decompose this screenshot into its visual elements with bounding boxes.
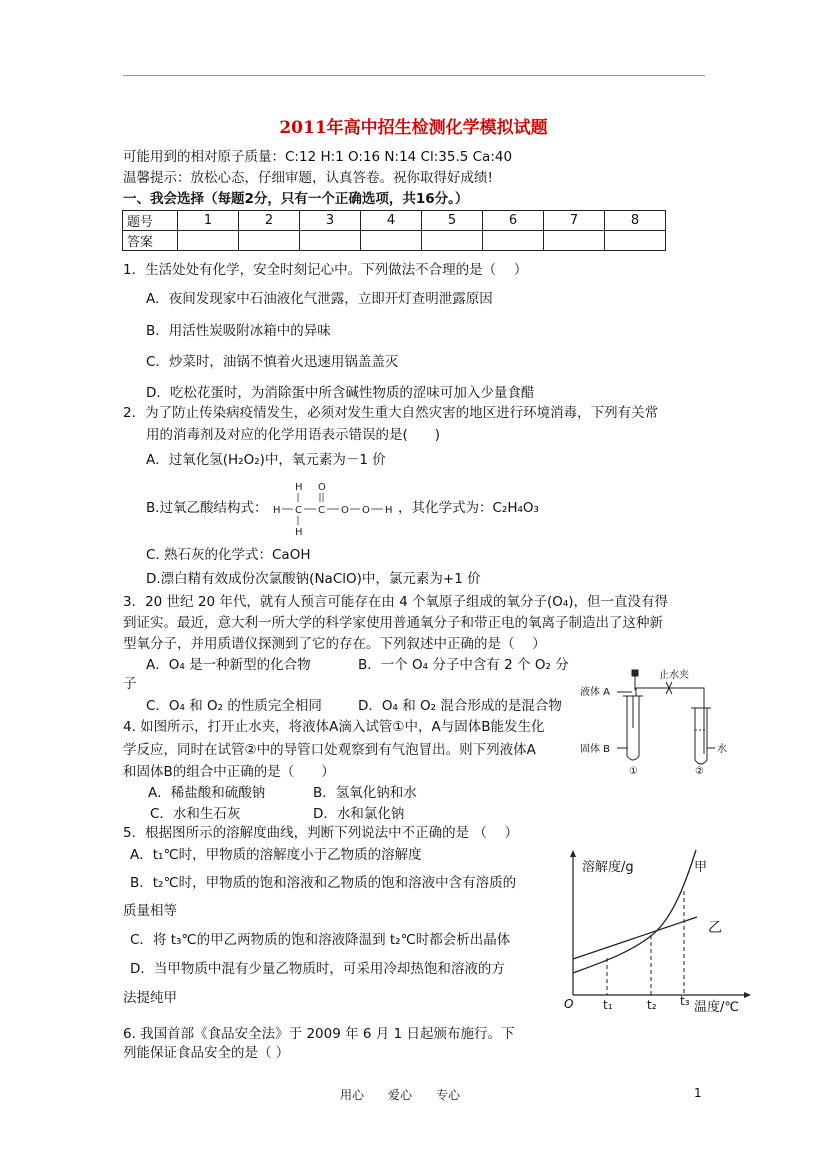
q5-option-c: C．将 t₃℃的甲乙两物质的饱和溶液降温到 t₂℃时都会析出晶体 (130, 932, 511, 948)
answer-cell[interactable] (239, 231, 300, 251)
label-tube-1: ① (629, 766, 638, 777)
tick-label: t₃ (680, 994, 690, 1008)
table-row (123, 231, 666, 251)
y-axis-label: 溶解度/g (582, 860, 634, 875)
q1-option-d: D．吃松花蛋时，为消除蛋中所含碱性物质的涩味可加入少量食醋 (146, 385, 535, 401)
q3-option-c: C．O₄ 和 O₂ 的性质完全相同 (146, 698, 322, 714)
tip-line: 温馨提示：放松心态，仔细审题，认真答卷。祝你取得好成绩! (123, 170, 493, 186)
table-cell: 4 (361, 211, 422, 231)
table-cell: 7 (544, 211, 605, 231)
table-cell: 答案 (123, 231, 178, 251)
table-cell: 8 (605, 211, 666, 231)
q3-option-b-cont: 子 (123, 676, 137, 692)
table-cell: 题号 (123, 211, 178, 231)
table-cell: 2 (239, 211, 300, 231)
answer-cell[interactable] (361, 231, 422, 251)
atomic-mass-line: 可能用到的相对原子质量：C:12 H:1 O:16 N:14 Cl:35.5 Ca:40 (123, 149, 513, 165)
tick-label: t₂ (647, 998, 657, 1012)
series-yi-curve (573, 917, 697, 959)
struct-atom: O (318, 482, 326, 493)
page-title: 2011年高中招生检测化学模拟试题 (279, 118, 548, 138)
q5-option-d-2: 法提纯甲 (123, 990, 177, 1006)
q2-option-b-prefix: B.过氧乙酸结构式： (146, 500, 268, 516)
table-cell: 5 (422, 211, 483, 231)
x-axis-label: 温度/℃ (694, 1000, 739, 1015)
series-label-yi: 乙 (708, 920, 722, 936)
q4-option-c: C．水和生石灰 (150, 806, 241, 822)
footer-text: 用心 爱心 专心 (340, 1088, 461, 1102)
q3-option-a: A．O₄ 是一种新型的化合物 (146, 657, 311, 673)
q4-option-b: B．氢氧化钠和水 (313, 785, 417, 801)
label-clamp: 止水夹 (659, 670, 689, 681)
table-cell: 3 (300, 211, 361, 231)
struct-atom: H (385, 505, 393, 516)
q6-line-2: 列能保证食品安全的是（ ） (123, 1045, 290, 1061)
struct-atom: O (341, 505, 349, 516)
q2-option-a: A．过氧化氢(H₂O₂)中，氧元素为－1 价 (146, 452, 386, 468)
q1-option-c: C．炒菜时，油锅不慎着火迅速用锅盖盖灭 (146, 354, 399, 370)
section-heading: 一、我会选择（每题2分，只有一个正确选项，共16分。） (123, 191, 469, 207)
struct-atom: C (318, 505, 325, 516)
struct-atom: H (295, 527, 303, 538)
q4-line-2: 学反应，同时在试管②中的导管口处观察到有气泡冒出。则下列液体A (123, 742, 536, 758)
q2-option-b-suffix: ，其化学式为：C₂H₄O₃ (398, 500, 539, 516)
q2-stem-2: 用的消毒剂及对应的化学用语表示错误的是( ) (146, 427, 441, 443)
q1-stem: 1．生活处处有化学，安全时刻记心中。下列做法不合理的是（ ） (123, 262, 528, 278)
struct-atom: O (362, 505, 370, 516)
q4-line-3: 和固体B的组合中正确的是（ ） (123, 764, 335, 780)
answer-cell[interactable] (483, 231, 544, 251)
q1-option-a: A．夜间发现家中石油液化气泄露，立即开灯查明泄露原因 (146, 291, 493, 307)
q2-stem-1: 2．为了防止传染病疫情发生，必须对发生重大自然灾害的地区进行环境消毒，下列有关常 (123, 405, 659, 421)
answer-table (122, 210, 666, 251)
label-solid-b: 固体 B (580, 744, 611, 755)
q2-option-c: C. 熟石灰的化学式：CaOH (146, 547, 311, 563)
q3-line-2: 到证实。最近，意大利一所大学的科学家使用普通氧分子和带正电的氧离子制造出了这种新 (123, 615, 663, 631)
answer-cell[interactable] (422, 231, 483, 251)
q3-option-d: D．O₄ 和 O₂ 混合形成的是混合物 (358, 698, 562, 714)
origin-label: O (564, 997, 574, 1011)
page-number: 1 (694, 1086, 702, 1100)
label-liquid-a: 液体 A (580, 687, 611, 698)
answer-cell[interactable] (178, 231, 239, 251)
q2-option-d: D.漂白精有效成份次氯酸钠(NaClO)中，氯元素为+1 价 (146, 571, 481, 587)
q4-option-a: A．稀盐酸和硫酸钠 (148, 785, 266, 801)
q5-option-b-2: 质量相等 (123, 903, 177, 919)
apparatus-figure (577, 668, 737, 780)
table-row (123, 211, 666, 231)
label-tube-2: ② (695, 766, 704, 777)
q1-option-b: B．用活性炭吸附冰箱中的异味 (146, 323, 331, 339)
peracetic-acid-structure (268, 478, 400, 538)
q5-option-d-1: D．当甲物质中混有少量乙物质时，可采用冷却热饱和溶液的方 (130, 961, 505, 977)
q3-option-b: B．一个 O₄ 分子中含有 2 个 O₂ 分 (358, 657, 569, 673)
answer-cell[interactable] (605, 231, 666, 251)
series-label-jia: 甲 (694, 860, 708, 875)
q5-option-b-1: B．t₂℃时，甲物质的饱和溶液和乙物质的饱和溶液中含有溶质的 (130, 875, 517, 891)
q4-option-d: D．水和氯化钠 (313, 806, 405, 822)
solubility-chart (560, 845, 775, 1015)
tick-label: t₁ (603, 998, 613, 1012)
header-rule (123, 75, 705, 76)
q5-option-a: A．t₁℃时，甲物质的溶解度小于乙物质的溶解度 (130, 847, 422, 863)
table-cell: 1 (178, 211, 239, 231)
answer-cell[interactable] (300, 231, 361, 251)
q4-line-1: 4. 如图所示，打开止水夹，将液体A滴入试管①中，A与固体B能发生化 (123, 719, 545, 735)
struct-atom: H (273, 505, 281, 516)
table-cell: 6 (483, 211, 544, 231)
q5-stem: 5．根据图所示的溶解度曲线，判断下列说法中不正确的是 （ ） (123, 825, 519, 841)
q6-line-1: 6. 我国首部《食品安全法》于 2009 年 6 月 1 日起颁布施行。下 (123, 1026, 515, 1042)
struct-atom: H (295, 482, 303, 493)
label-water: 水 (717, 744, 727, 755)
q3-line-1: 3．20 世纪 20 年代，就有人预言可能存在由 4 个氧原子组成的氧分子(O₄)，但一直没有得 (123, 594, 669, 610)
q3-line-3: 型氧分子，并用质谱仪探测到了它的存在。下列叙述中正确的是（ ） (123, 636, 546, 652)
answer-cell[interactable] (544, 231, 605, 251)
struct-atom: C (295, 505, 302, 516)
